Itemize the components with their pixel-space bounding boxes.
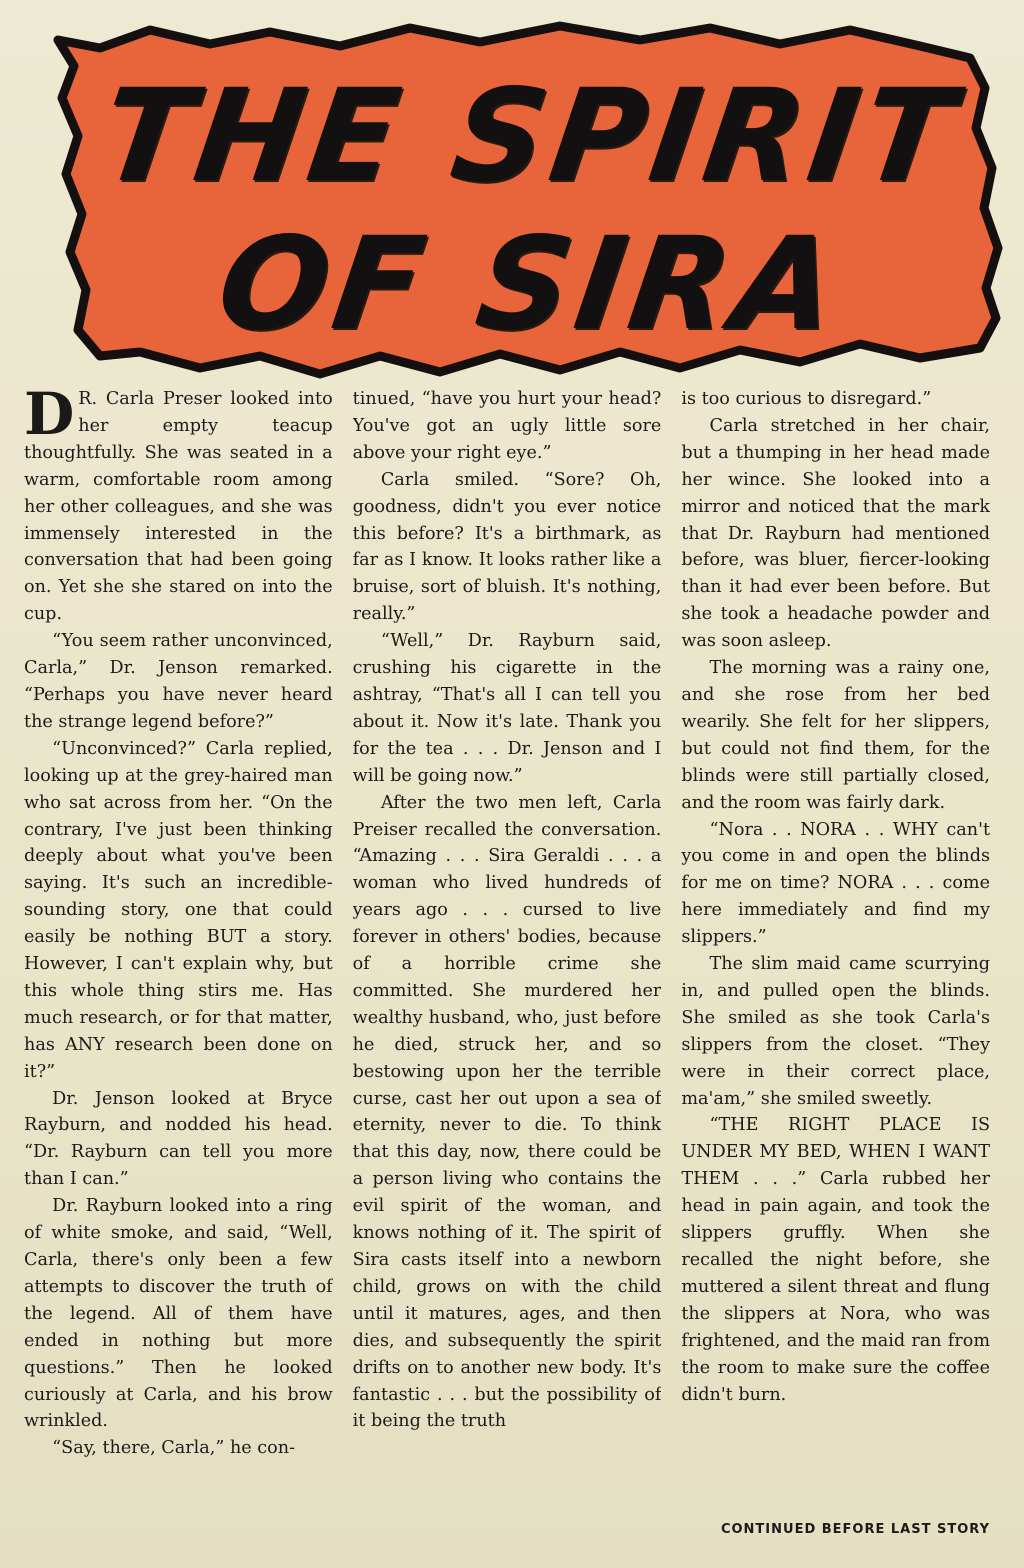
story-paragraph: The slim maid came scurrying in, and pulled open the blinds. She smiled as she took Carla's slippers from the closet. “They were in their correct place, ma'am,” she smiled sweetly.	[681, 954, 991, 1109]
story-column-1	[24, 386, 333, 1516]
title-line-1: THE SPIRIT	[92, 62, 968, 211]
drop-cap: D	[24, 386, 75, 448]
story-columns	[24, 386, 990, 1516]
story-column-3	[681, 386, 990, 1516]
story-paragraph: Carla smiled. “Sore? Oh, goodness, didn't you ever notice this before? It's a birthmark, as far as I know. It looks rather like a bruise, sort of bluish. It's nothing, really.”	[352, 469, 662, 625]
story-paragraph: “Unconvinced?” Carla replied, looking up at the grey-haired man who sat across from her. “On the contrary, I've just been thinking deeply about what you've been saying. It's such an incredible-sounding story, one that could easily be nothing BUT a story. However, I can't explain why, but this whole thing stirs me. Has much research, or for that matter, has ANY research been done on it?”	[24, 738, 333, 1082]
title-line-2: OF SIRA	[209, 210, 851, 359]
story-paragraph: “Nora . . NORA . . WHY can't you come in and open the blinds for me on time? NORA . . . come here immediately and find my slippers.”	[681, 819, 991, 948]
story-paragraph: “THE RIGHT PLACE IS UNDER MY BED, WHEN I WANT THEM . . .” Carla rubbed her head in pain again, and took the slippers gruffly. When she recalled the night before, she muttered a silent threat and flung the slippers at Nora, who was frightened, and the maid ran from the room to make sure the coffee didn't burn.	[681, 1115, 991, 1405]
story-paragraph: Carla stretched in her chair, but a thumping in her head made her wince. She looked into a mirror and noticed that the mark that Dr. Rayburn had mentioned before, was bluer, fiercer-looking than it had ever been before. But she took a headache powder and was soon asleep.	[681, 415, 991, 652]
story-paragraph: D R. Carla Preser looked into her empty teacup thoughtfully. She was seated in a warm, comfortable room among her other colleagues, and she was immensely interested in the conversation that had been going on. Yet she she stared on into the cup.	[24, 386, 333, 625]
story-paragraph: “You seem rather unconvinced, Carla,” Dr. Jenson remarked. “Perhaps you have never heard the strange legend before?”	[24, 631, 333, 732]
story-paragraph: Dr. Jenson looked at Bryce Rayburn, and nodded his head. “Dr. Rayburn can tell you more than I can.”	[24, 1088, 333, 1190]
story-paragraph: The morning was a rainy one, and she rose from her bed wearily. She felt for her slippers, but could not find them, for the blinds were still partially closed, and the room was fairly dark.	[681, 658, 991, 813]
story-paragraph: “Well,” Dr. Rayburn said, crushing his cigarette in the ashtray, “That's all I can tell you about it. Now it's late. Thank you for the tea . . . Dr. Jenson and I will be going now.”	[352, 631, 662, 786]
story-paragraph: “Say, there, Carla,” he con-	[52, 1438, 296, 1459]
story-paragraph: tinued, “have you hurt your head? You've got an ugly little sore above your right eye.”	[352, 389, 662, 463]
story-column-2	[353, 386, 662, 1516]
story-paragraph: After the two men left, Carla Preiser recalled the conversation. “Amazing . . . Sira Geraldi . . . a woman who lived hundreds of years ago . . . cursed to live forever in others' bodies, because of a horrible crime she committed. She murdered her wealthy husband, who, just before he died, struck her, and so bestowing upon her the terrible curse, cast her out upon a sea of eternity, never to die. To think that this day, now, there could be a person living who contains the evil spirit of the woman, and knows nothing of it. The spirit of Sira casts itself into a newborn child, grows on with the child until it matures, ages, and then dies, and subsequently the spirit drifts on to another new body. It's fantastic . . . but the possibility of it being the truth	[352, 792, 662, 1432]
continued-footer: CONTINUED BEFORE LAST STORY	[720, 1522, 990, 1537]
story-paragraph: Dr. Rayburn looked into a ring of white smoke, and said, “Well, Carla, there's only been a few attempts to discover the truth of the legend. All of them have ended in nothing but more questions.” Then he looked curiously at Carla, and his brow wrinkled.	[24, 1196, 333, 1432]
story-paragraph: is too curious to disregard.”	[681, 389, 932, 409]
title-banner	[40, 18, 1020, 388]
